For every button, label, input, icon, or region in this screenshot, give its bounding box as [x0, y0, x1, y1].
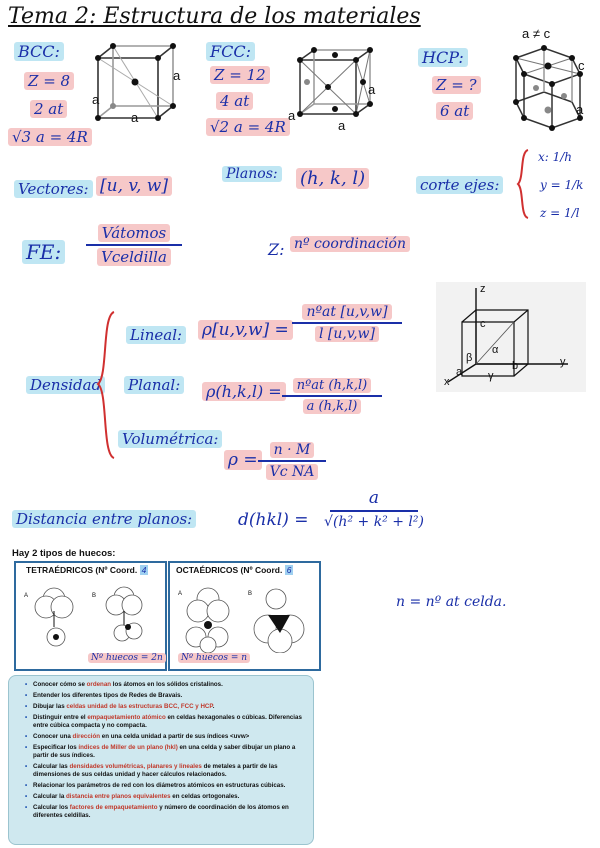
holes-heading: Hay 2 tipos de huecos: — [12, 548, 116, 559]
density-linear-bar — [292, 322, 402, 324]
density-planar-denominator: a (h,k,l) — [303, 399, 362, 414]
axes-z-label: z — [480, 283, 486, 295]
objective-highlight: ordenan — [86, 681, 112, 688]
objective-item — [27, 703, 307, 711]
objective-highlight: distancia entre planos equivalentes — [66, 793, 171, 800]
objective-text: Conocer cómo se — [33, 681, 87, 688]
density-planar-bar — [282, 395, 382, 397]
axis-cut-brace — [516, 148, 530, 220]
hcp-hexagon-diagram — [496, 40, 592, 140]
objective-highlight: factores de empaquetamiento — [69, 804, 158, 811]
objective-item — [27, 763, 307, 779]
octa-note: Nº huecos = n — [178, 653, 250, 663]
axes-b-label: b — [512, 360, 519, 372]
bcc-cube-label-a-left: a — [92, 92, 100, 107]
objective-item — [27, 733, 307, 741]
fcc-atoms: 4 at — [216, 92, 253, 110]
density-linear-lhs: ρ[u,v,w] = — [198, 320, 293, 340]
density-volumetric-denominator: Vc NA — [266, 464, 319, 480]
coord-value: nº coordinación — [290, 236, 410, 252]
objective-highlight: índices de Miller de un plano (hkl) — [78, 744, 178, 751]
octa-spheres-diagram — [176, 581, 316, 653]
tetra-panel-a-letter: A — [24, 593, 29, 599]
objective-text: Distinguir entre el — [33, 714, 88, 721]
density-volumetric-fraction — [258, 442, 326, 480]
density-planar-fraction — [282, 378, 382, 414]
planes-label: Planos: — [222, 166, 282, 182]
page-title: Tema 2: Estructura de los materiales — [8, 4, 421, 29]
objective-text: en celdas ortogonales. — [170, 793, 240, 800]
objective-item — [27, 782, 307, 790]
hcp-top-label: a ≠ c — [522, 26, 551, 41]
bcc-cube-label-a-bottom: a — [131, 110, 139, 125]
bcc-label: BCC: — [14, 42, 64, 61]
objective-text: los átomos en los sólidos cristalinos. — [111, 681, 223, 688]
density-linear-label: Lineal: — [126, 326, 186, 344]
fcc-cube-label-a-left: a — [288, 108, 296, 123]
fe-label: FE: — [22, 240, 65, 264]
tetra-panel — [14, 561, 167, 671]
fe-denominator: Vceldilla — [97, 248, 171, 266]
objectives-list — [17, 681, 307, 820]
objective-text: Entender los diferentes tipos de Redes de Bravais. — [33, 692, 183, 699]
hcp-label-a: a — [576, 102, 584, 117]
objective-item — [27, 714, 307, 730]
tetra-spheres-diagram — [26, 581, 156, 651]
density-volumetric-numerator: n · M — [270, 442, 315, 458]
bcc-cube-label-a-right: a — [173, 68, 181, 83]
fcc-relation: √2 a = 4R — [206, 118, 290, 136]
density-brace — [96, 310, 116, 460]
planes-value: (h, k, l) — [296, 168, 369, 189]
objective-text: en una celda y saber dibujar un plano a partir de sus índices. — [33, 744, 296, 759]
holes-side-note: n = nº at celda. — [396, 594, 507, 610]
fe-fraction-bar — [86, 244, 182, 246]
axes-a-label: a — [456, 366, 463, 378]
objective-highlight: densidades volumétricas, planares y lineales — [69, 763, 202, 770]
octa-title: OCTAÉDRICOS (Nº Coord. — [176, 565, 283, 575]
objective-item — [27, 681, 307, 689]
vectors-value: [u, v, w] — [96, 176, 172, 196]
octa-panel-a-letter: A — [178, 591, 183, 597]
bcc-z: Z = 8 — [24, 72, 74, 90]
objective-item — [27, 793, 307, 801]
axis-cut-x: x: 1/h — [538, 150, 573, 164]
distance-label: Distancia entre planos: — [12, 510, 196, 528]
objective-item — [27, 744, 307, 760]
distance-numerator: a — [368, 488, 380, 508]
objective-highlight: empaquetamiento atómico — [87, 714, 166, 721]
distance-fraction — [324, 488, 424, 530]
fcc-z: Z = 12 — [210, 66, 270, 84]
hcp-z: Z = ? — [432, 76, 481, 94]
objective-text: Conocer una — [33, 733, 73, 740]
density-volumetric-lhs: ρ = — [224, 450, 262, 470]
density-planar-lhs: ρ(h,k,l) = — [202, 382, 286, 401]
tetra-note: Nº huecos = 2n — [88, 653, 166, 663]
tetra-title: TETRAÉDRICOS (Nº Coord. — [26, 565, 138, 575]
fcc-label: FCC: — [206, 42, 255, 61]
axis-cut-y: y = 1/k — [540, 178, 584, 192]
density-planar-label: Planal: — [124, 376, 184, 394]
distance-bar — [330, 510, 418, 512]
octa-panel — [168, 561, 321, 671]
bcc-relation: √3 a = 4R — [8, 128, 92, 146]
density-label: Densidad — [26, 376, 105, 394]
density-linear-fraction — [292, 304, 402, 342]
axes-c-label: c — [480, 318, 486, 330]
octa-panel-b-letter: B — [248, 591, 253, 597]
objective-highlight: celdas unidad de las estructuras BCC, FCC y HCP — [66, 703, 213, 710]
objectives-box — [8, 675, 314, 845]
objective-text: de metales a partir de las dimensiones de sus celdas unidad y hacer cálculos relacionados. — [33, 763, 278, 778]
objective-text: Calcular la — [33, 793, 67, 800]
objective-text: . — [212, 703, 215, 710]
objective-text: y número de coordinación de los átomos en diferentes celdillas. — [33, 804, 289, 819]
fe-numerator: Vátomos — [98, 224, 170, 242]
coord-label: Z: — [268, 240, 285, 259]
objective-text: Dibujar las — [33, 703, 67, 710]
objective-item — [27, 692, 307, 700]
density-volumetric-label: Volumétrica: — [118, 430, 222, 448]
hcp-label: HCP: — [418, 48, 468, 67]
axes-alpha-label: α — [492, 344, 499, 356]
hcp-atoms: 6 at — [436, 102, 473, 120]
distance-lhs: d(hkl) = — [238, 510, 309, 530]
objective-highlight: dirección — [72, 733, 101, 740]
tetra-coord: 4 — [141, 565, 147, 575]
objective-text: Relacionar los parámetros de red con los diámetros atómicos en estructuras cúbicas. — [33, 782, 286, 789]
bcc-atoms: 2 at — [30, 100, 67, 118]
objective-text: en celdas hexagonales o cúbicas. Diferencias entre cúbica compacta y no compacta. — [33, 714, 302, 729]
density-linear-denominator: l [u,v,w] — [315, 326, 379, 342]
objective-text: Calcular los — [33, 804, 70, 811]
hcp-label-c: c — [578, 58, 585, 73]
density-planar-numerator: nºat (h,k,l) — [293, 378, 371, 393]
axes-y-label: y — [560, 356, 566, 368]
fe-fraction — [86, 224, 182, 266]
density-volumetric-bar — [258, 460, 326, 462]
distance-denominator: √(h² + k² + l²) — [324, 514, 424, 530]
fcc-cube-label-a-right: a — [368, 82, 376, 97]
axes-gamma-label: γ — [488, 370, 494, 382]
axes-beta-label: β — [466, 352, 473, 364]
objective-text: Especificar los — [33, 744, 79, 751]
objective-text: Calcular las — [33, 763, 70, 770]
density-linear-numerator: nºat [u,v,w] — [302, 304, 391, 320]
objective-text: en una celda unidad a partir de sus índices <uvw> — [100, 733, 250, 740]
vectors-label: Vectores: — [14, 180, 93, 198]
axis-cut-z: z = 1/l — [540, 206, 580, 220]
axes-x-label: x — [444, 376, 450, 388]
octa-coord: 6 — [286, 565, 292, 575]
axis-cut-label: corte ejes: — [416, 176, 503, 194]
fcc-cube-label-a-bottom: a — [338, 118, 346, 133]
tetra-panel-b-letter: B — [92, 593, 97, 599]
objective-item — [27, 804, 307, 820]
